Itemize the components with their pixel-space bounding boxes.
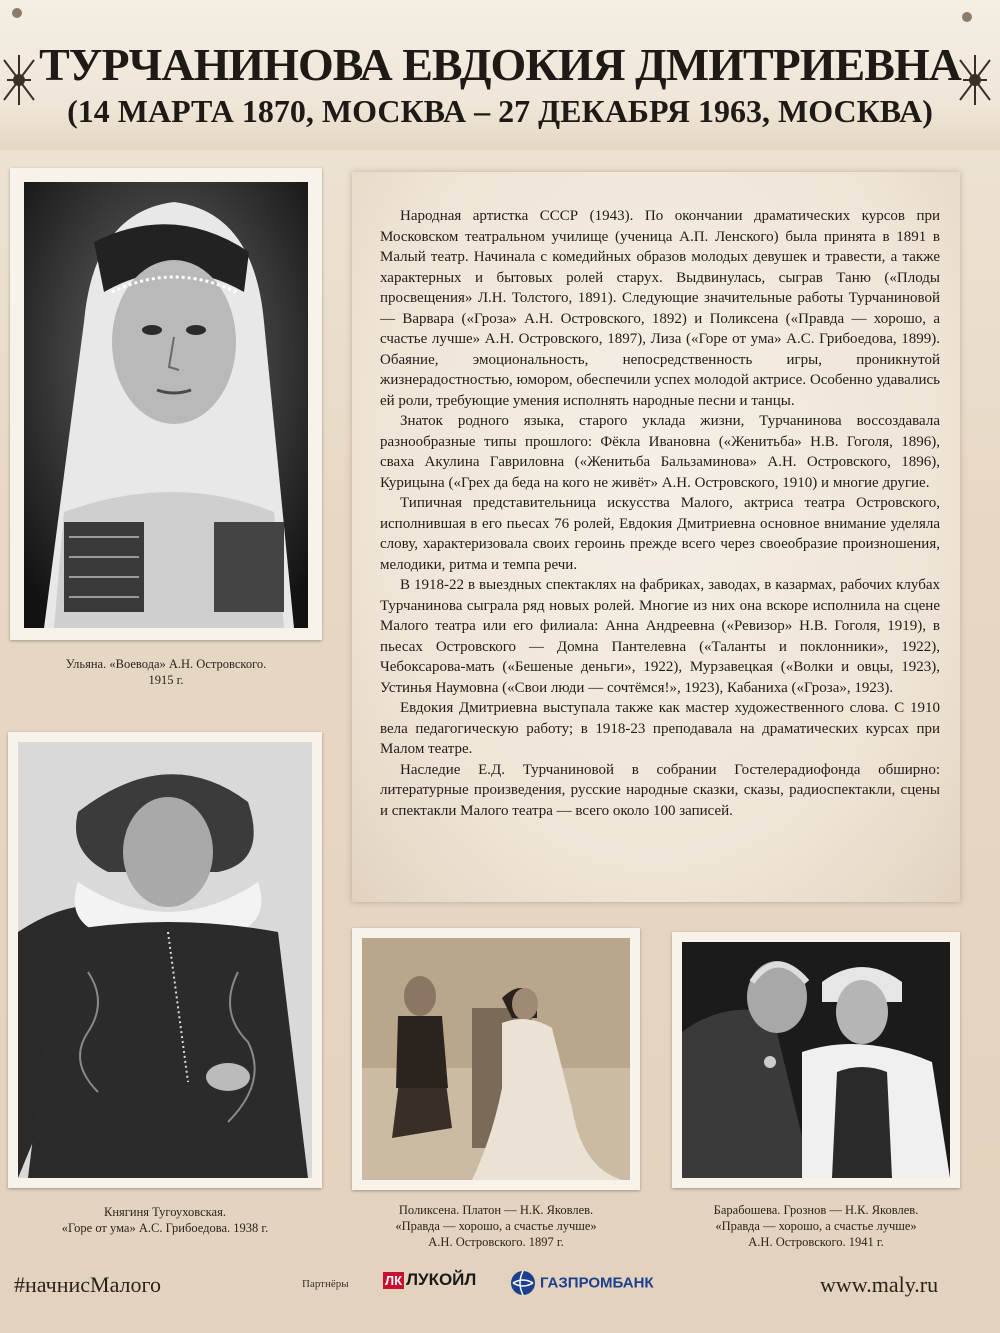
- pin-right: [962, 12, 972, 22]
- caption-tugoukhovskaya: [8, 1204, 322, 1236]
- biography-panel: [352, 172, 960, 902]
- photo-polixena-frame: [352, 928, 640, 1190]
- photo-ulyana-frame: [10, 168, 322, 640]
- biography-paragraph: Евдокия Дмитриевна выступала также как мастер художественного слова. С 1910 вела педагогическую работу; в 1918-23 преподавала на драматических курсах при Малом театре.: [380, 700, 940, 757]
- hashtag[interactable]: #начнисМалого: [14, 1272, 162, 1297]
- caption-line: Барабошева. Грознов — Н.К. Яковлев.: [713, 1203, 919, 1217]
- photo-ulyana: [24, 182, 308, 628]
- photo-tugoukhovskaya: [18, 742, 312, 1178]
- lukoil-mark-icon: ЛК: [385, 1273, 403, 1288]
- partners-label: Партнёры: [302, 1278, 349, 1290]
- caption-line: А.Н. Островского. 1897 г.: [428, 1235, 564, 1249]
- biography-paragraph: Наследие Е.Д. Турчаниновой в собрании Гостелерадиофонда обширно: литературные произведения, русские народные сказки, сказы, радиоспектакли, сцены и спектакли Малого театра — всего около 100 записей.: [380, 761, 940, 819]
- lukoil-name: ЛУКОЙЛ: [406, 1270, 477, 1289]
- header: [0, 0, 1000, 150]
- biography-paragraph: Народная артистка СССР (1943). По окончании драматических курсов при Московском театральном училище (ученица А.П. Ленского) была принята в 1891 в Малый театр. Начинала с комедийных образов молодых девушек и травести, а также характерных и бытовых ролей старух. Выдвинулась, сыграв Таню («Плоды просвещения» Л.Н. Толстого, 1891). Следующие значительные работы Турчаниновой — Варвара («Гроза» А.Н. Островского, 1892) и Поликсена («Правда — хорошо, а счастье лучше» А.Н. Островского, 1897), Лиза («Горе от ума» А.С. Грибоедова, 1899). Обаяние, эмоциональность, непосредственность игры, проникнутой жизнерадостностью, юмором, обеспечили успех молодой актрисе. Особенно удавались ей роли, требующие умения исполнять народные песни и танцы.: [380, 208, 940, 409]
- page-title: ТУРЧАНИНОВА ЕВДОКИЯ ДМИТРИЕВНА: [39, 39, 961, 90]
- footer: [0, 1262, 1000, 1333]
- biography-paragraph: Типичная представительница искусства Малого, актриса театра Островского, исполнившая в его пьесах 76 ролей, Евдокия Дмитриевна основное внимание уделяла слову, характеризовала своих героинь прежде всего через своеобразие произношения, мелодики, ритма и темпа речи.: [380, 495, 940, 573]
- caption-line: А.Н. Островского. 1941 г.: [748, 1235, 884, 1249]
- website-link[interactable]: www.maly.ru: [820, 1272, 939, 1297]
- pin-left: [12, 8, 22, 18]
- caption-line: «Горе от ума» А.С. Грибоедова. 1938 г.: [61, 1221, 269, 1235]
- caption-line: Поликсена. Платон — Н.К. Яковлев.: [398, 1203, 594, 1217]
- caption-line: «Правда — хорошо, а счастье лучше»: [395, 1219, 597, 1233]
- photo-tugoukhovskaya-frame: [8, 732, 322, 1188]
- gazprombank-globe-icon: [510, 1270, 536, 1296]
- caption-line: Ульяна. «Воевода» А.Н. Островского.: [65, 657, 267, 671]
- photo-polixena: [362, 938, 630, 1180]
- caption-line: Княгиня Тугоуховская.: [104, 1205, 226, 1219]
- gazprombank-logo[interactable]: [510, 1270, 654, 1296]
- biography-paragraph: В 1918-22 в выездных спектаклях на фабриках, заводах, в казармах, рабочих клубах Турчанинова сыграла ряд новых ролей. Многие из них она вскоре исполнила на сцене Малого театра или его филиала: Анна Андреевна («Ревизор» Н.В. Гоголя, 1919), в пьесах Островского — Домна Пантелевна («Таланты и поклонники», 1922), Чебоксарова-мать («Бешеные деньги», 1922), Мурзавецкая («Волки и овцы, 1923), Устинья Наумовна («Свои люди — сочтёмся!», 1923), Кабаниха («Гроза», 1923).: [380, 577, 940, 696]
- biography-text: [380, 206, 940, 821]
- caption-polixena: [352, 1202, 640, 1250]
- caption-line: 1915 г.: [148, 673, 184, 687]
- biography-paragraph: Знаток родного языка, старого уклада жизни, Турчанинова воссоздавала разнообразные типы прошлого: Фёкла Ивановна («Женитьба» Н.В. Гоголя, 1896), сваха Акулина Гавриловна («Женитьба Бальзаминова» А.Н. Островского, 1896), Курицына («Грех да беда на кого не живёт» А.Н. Островского, 1910) и многие другие.: [380, 413, 940, 491]
- lukoil-logo[interactable]: [383, 1270, 476, 1290]
- page-subtitle: (14 МАРТА 1870, МОСКВА – 27 ДЕКАБРЯ 1963, МОСКВА): [67, 93, 933, 129]
- caption-line: «Правда — хорошо, а счастье лучше»: [715, 1219, 917, 1233]
- photo-baraboshева: [682, 942, 950, 1178]
- photo-baraboshева-frame: [672, 932, 960, 1188]
- caption-ulyana: [10, 656, 322, 688]
- gazprombank-name: ГАЗПРОМБАНК: [540, 1274, 654, 1292]
- caption-barabosheva: [672, 1202, 960, 1250]
